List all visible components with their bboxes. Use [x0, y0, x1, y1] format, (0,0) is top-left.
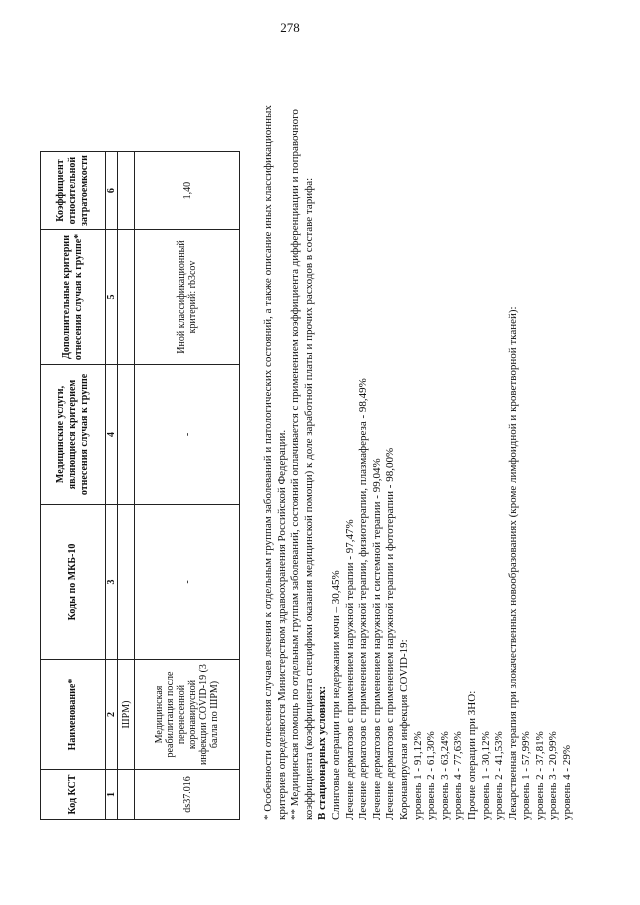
- note-line: уровень 1 - 91,12%: [411, 731, 424, 820]
- note-line: уровень 3 - 20,99%: [547, 731, 560, 820]
- rotated-page-content: [40, 70, 600, 830]
- footnotes: [262, 80, 575, 820]
- note-line: уровень 2 - 61,30%: [425, 731, 438, 820]
- note-line: уровень 4 - 77,63%: [452, 731, 465, 820]
- table-header-row: [41, 152, 106, 820]
- note-line: Лечение дерматозов с применением наружной и системной терапии - 99,04%: [370, 458, 383, 820]
- footnote-line: * Особенности отнесения случаев лечения к отдельным группам заболеваний и патологических состояний, а также описание иных классификационных критериев определяются Министерством здравоохранения Российской Федерации.: [262, 105, 288, 820]
- header-cell: Коды по МКБ-10: [41, 505, 106, 660]
- note-line: уровень 2 - 37,81%: [533, 731, 546, 820]
- note-line: Лечение дерматозов с применением наружной терапии - 97,47%: [343, 519, 356, 820]
- column-number: 3: [106, 505, 118, 660]
- page-number: 278: [280, 20, 300, 35]
- header-cell: Медицинские услуги, являющиеся критерием отнесения случая к группе: [41, 365, 106, 505]
- column-number: 4: [106, 365, 118, 505]
- note-line: уровень 4 - 29%: [561, 745, 574, 820]
- note-line: Коронавирусная инфекция COVID-19:: [397, 639, 410, 820]
- table-row: [118, 152, 135, 820]
- table-cell: -: [135, 365, 240, 505]
- header-cell: Код КСТ: [41, 770, 106, 820]
- note-line: Слинговые операции при недержании мочи – 30,45%: [329, 570, 342, 820]
- section-heading: В стационарных условиях:: [316, 685, 329, 820]
- table-cell: [118, 365, 135, 505]
- table-cell: ШРМ): [118, 660, 135, 770]
- table-cell: -: [135, 505, 240, 660]
- column-number: 5: [106, 230, 118, 365]
- table-cell: [118, 505, 135, 660]
- note-line: уровень 1 - 57,99%: [520, 731, 533, 820]
- note-line: Лекарственная терапия при злокачественных новообразованиях (кроме лимфоидной и кроветворной тканей):: [506, 306, 519, 820]
- column-number-row: [106, 152, 118, 820]
- table-cell: Иной классификационный критерий: rb3cov: [135, 230, 240, 365]
- note-line: Прочие операции при ЗНО:: [465, 690, 478, 820]
- table-cell: Медицинская реабилитация после перенесенной коронавирусной инфекции COVID-19 (3 балла по ШРМ): [135, 660, 240, 770]
- table-cell: [118, 770, 135, 820]
- table-cell: [118, 152, 135, 230]
- kst-table: [40, 151, 240, 820]
- note-line: Лечение дерматозов с применением наружной терапии и фототерапии - 98,00%: [384, 447, 397, 820]
- note-line: уровень 3 - 63,24%: [438, 731, 451, 820]
- table-cell: 1,40: [135, 152, 240, 230]
- note-line: уровень 1 - 30,12%: [479, 731, 492, 820]
- note-line: уровень 2 - 41,53%: [493, 731, 506, 820]
- header-cell: Коэффициент относительной затратоемкости: [41, 152, 106, 230]
- column-number: 2: [106, 660, 118, 770]
- header-cell: Наименование*: [41, 660, 106, 770]
- note-line: Лечение дерматозов с применением наружной терапии, физиотерапии, плазмафереза - 98,49%: [357, 378, 370, 820]
- header-cell: Дополнительные критерии отнесения случая к группе*: [41, 230, 106, 365]
- table-cell: ds37.016: [135, 770, 240, 820]
- column-number: 6: [106, 152, 118, 230]
- table-cell: [118, 230, 135, 365]
- table-row: [135, 152, 240, 820]
- column-number: 1: [106, 770, 118, 820]
- footnote-line: ** Медицинская помощь по отдельным группам заболеваний, состояний оплачивается с применением коэффициента дифференциации и поправочного коэффициента (коэффициента специфики оказания медицинской помощи) к доле заработной платы и прочих расходов в составе тарифа:: [289, 109, 315, 820]
